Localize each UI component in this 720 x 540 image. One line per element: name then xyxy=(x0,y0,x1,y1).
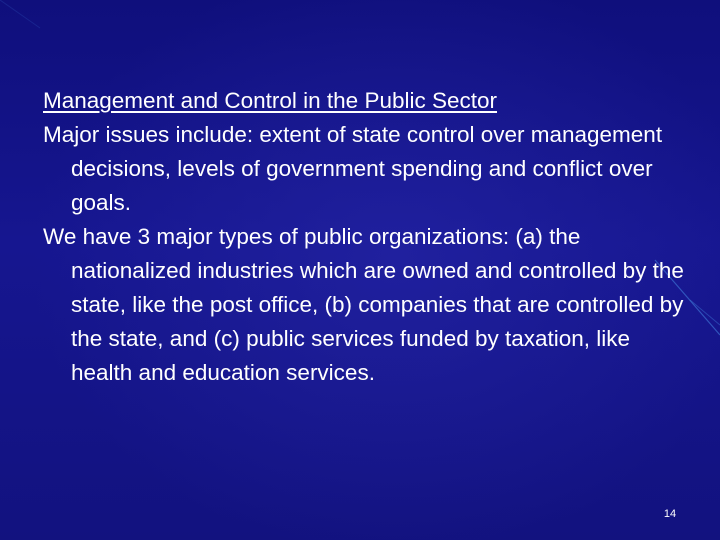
paragraph-organization-types: We have 3 major types of public organizations: (a) the nationalized industries which are owned and controlled by the state, like the post office, (b) companies that are controlled by the state, and (c) public services funded by taxation, like health and education services. xyxy=(43,224,684,385)
slide-content xyxy=(43,84,693,390)
page-number: 14 xyxy=(663,508,677,520)
paragraph-major-issues: Major issues include: extent of state control over management decisions, levels of government spending and conflict over goals. xyxy=(43,122,663,215)
slide-title: Management and Control in the Public Sector xyxy=(43,88,498,113)
